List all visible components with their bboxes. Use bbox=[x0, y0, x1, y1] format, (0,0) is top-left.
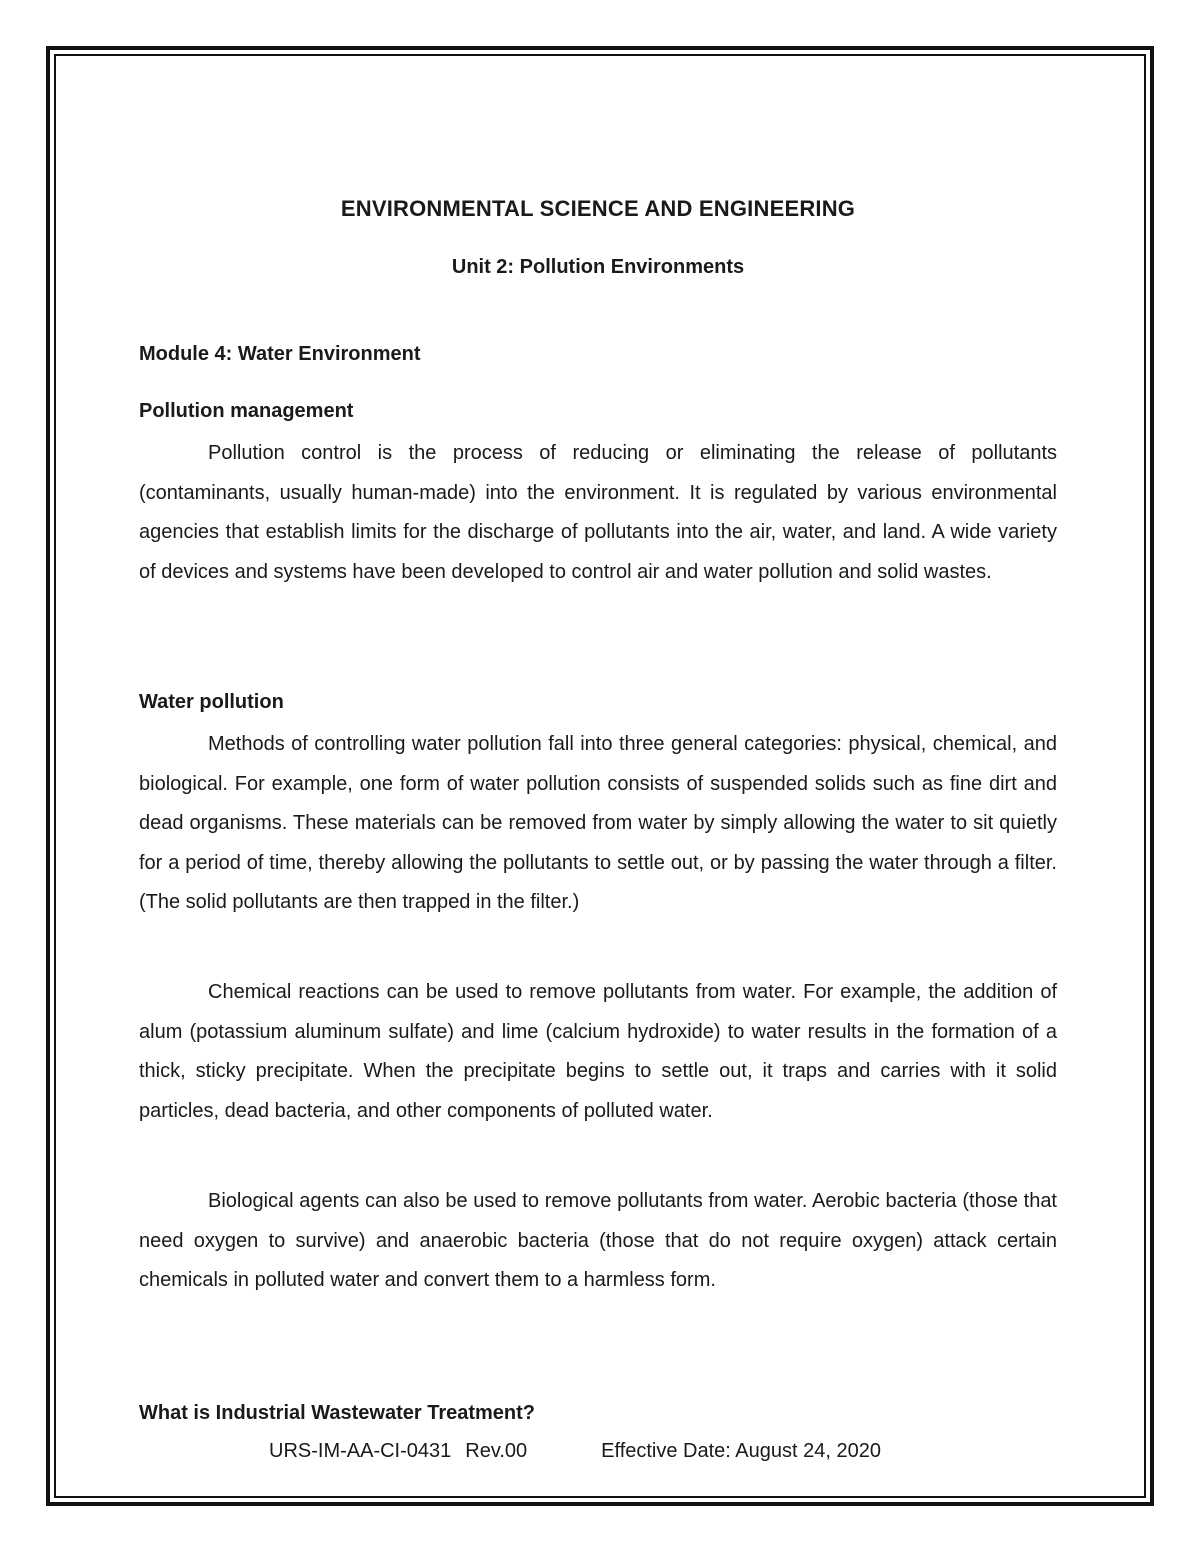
document-title: ENVIRONMENTAL SCIENCE AND ENGINEERING bbox=[340, 196, 856, 221]
page-footer bbox=[269, 1440, 881, 1463]
module-heading: Module 4: Water Environment bbox=[139, 343, 421, 365]
section-heading-industrial-wastewater: What is Industrial Wastewater Treatment? bbox=[139, 1402, 536, 1424]
paragraph-chemical-methods: Chemical reactions can be used to remove pollutants from water. For example, the addition of alum (potassium aluminum sulfate) and lime (calcium hydroxide) to water results in the formation of a thick, sticky precipitate. When the precipitate begins to settle out, it traps and carries with it solid particles, dead bacteria, and other components of polluted water. bbox=[139, 981, 1057, 1122]
section-heading-pollution-management: Pollution management bbox=[139, 400, 354, 422]
footer-document-code: URS-IM-AA-CI-0431 bbox=[269, 1440, 452, 1462]
paragraph-physical-methods: Methods of controlling water pollution fall into three general categories: physical, chemical, and biological. For example, one form of water pollution consists of suspended solids such as fine dirt and dead organisms. These materials can be removed from water by simply allowing the water to sit quietly for a period of time, thereby allowing the pollutants to settle out, or by passing the water through a filter. (The solid pollutants are then trapped in the filter.) bbox=[139, 733, 1057, 913]
footer-effective-date: Effective Date: August 24, 2020 bbox=[601, 1440, 881, 1462]
unit-heading: Unit 2: Pollution Environments bbox=[451, 256, 745, 278]
paragraph-biological-methods: Biological agents can also be used to remove pollutants from water. Aerobic bacteria (those that need oxygen to survive) and anaerobic bacteria (those that do not require oxygen) attack certain chemicals in polluted water and convert them to a harmless form. bbox=[139, 1190, 1057, 1291]
section-heading-water-pollution: Water pollution bbox=[139, 691, 284, 713]
paragraph-pollution-control: Pollution control is the process of reducing or eliminating the release of pollutants (contaminants, usually human-made) into the environment. It is regulated by various environmental agencies that establish limits for the discharge of pollutants into the air, water, and land. A wide variety of devices and systems have been developed to control air and water pollution and solid wastes. bbox=[139, 442, 1057, 583]
footer-revision: Rev.00 bbox=[465, 1440, 528, 1462]
